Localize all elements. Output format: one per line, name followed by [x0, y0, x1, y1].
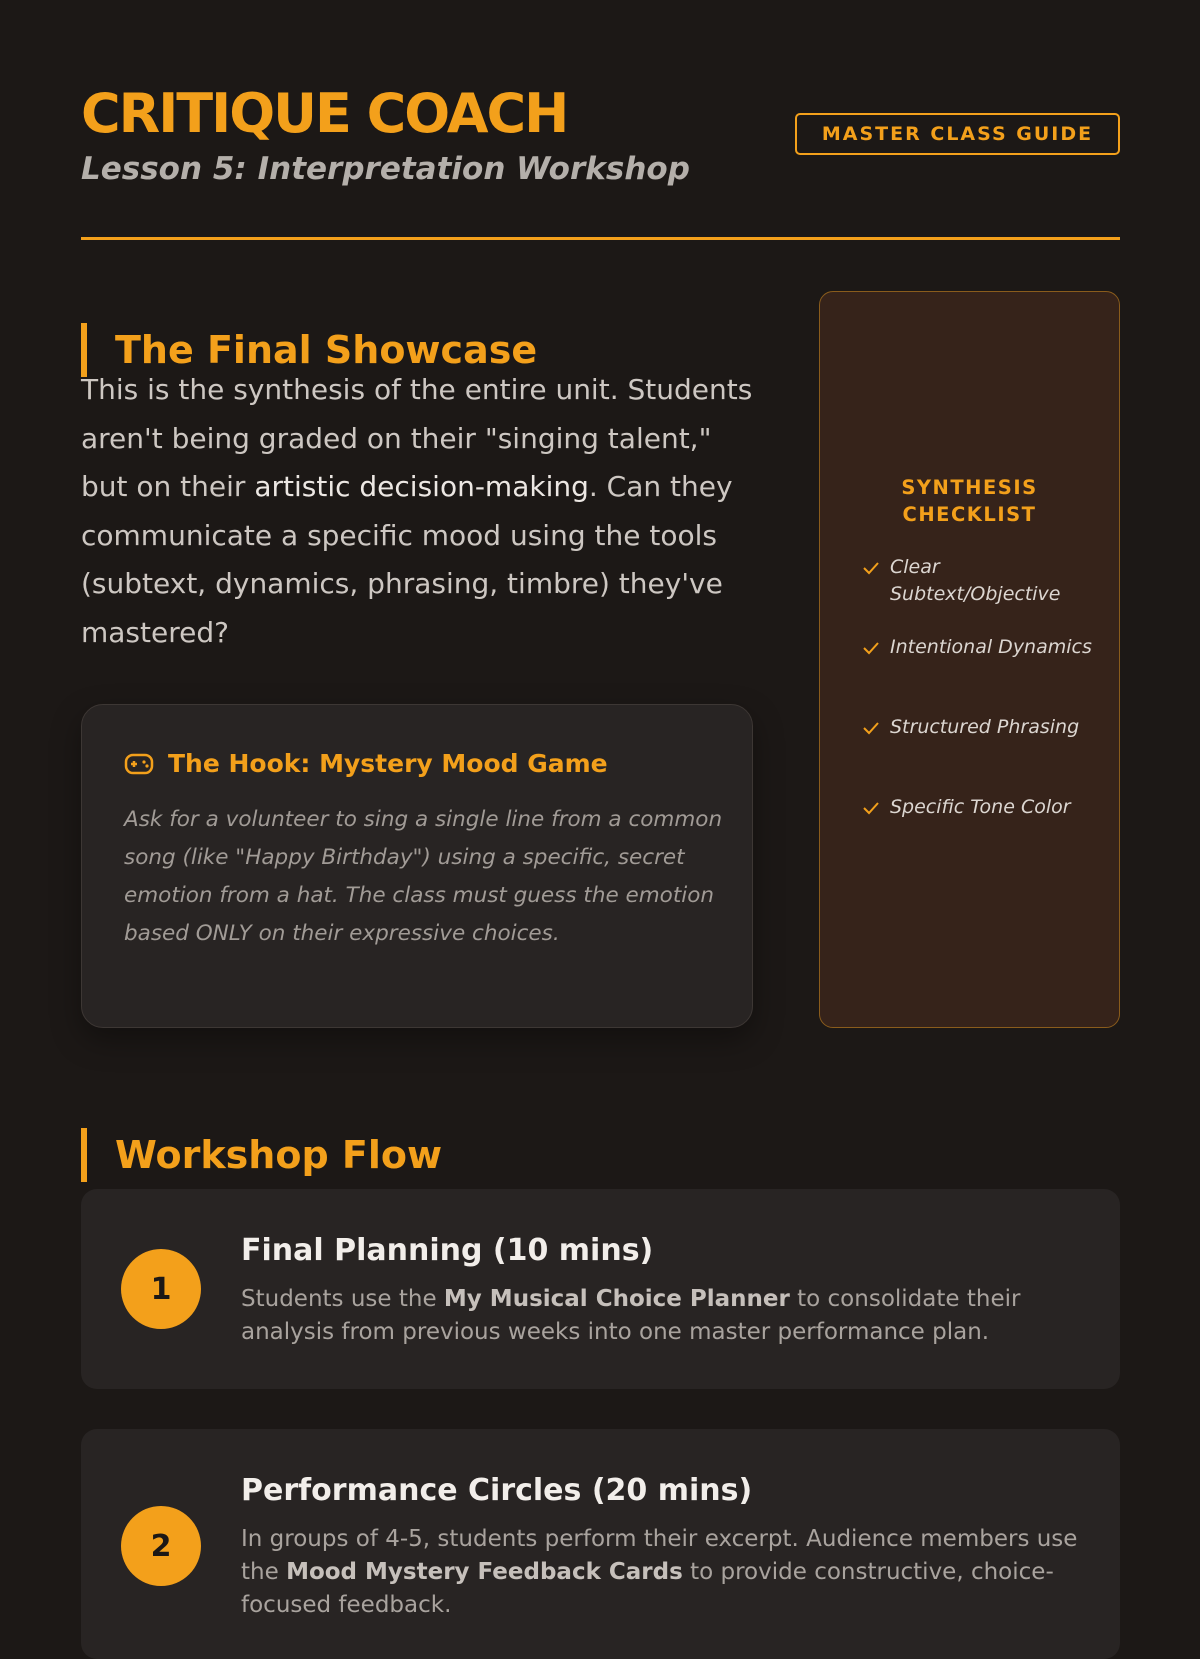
checklist-item-label: Intentional Dynamics: [890, 636, 1092, 658]
check-icon: [862, 634, 890, 659]
showcase-text-part: . Can they communicate a specific mood using the tools (subtext, dynamics, phrasing, timbre) they've mastered?: [81, 470, 733, 649]
checklist-item: [862, 634, 1092, 714]
check-icon: [862, 714, 890, 739]
master-class-guide-button[interactable]: MASTER CLASS GUIDE: [795, 113, 1120, 155]
step-number-badge: 1: [121, 1249, 201, 1329]
step-desc-part: to consolidate their analysis from previous weeks into one master performance plan.: [241, 1286, 1021, 1345]
workshop-step-card: [81, 1189, 1120, 1389]
check-icon: [862, 794, 890, 819]
checklist-item-label: Specific Tone Color: [890, 796, 1071, 818]
step-desc-part: In groups of 4-5, students perform their excerpt. Audience members use the: [241, 1526, 1078, 1585]
checklist-title: [820, 474, 1119, 528]
checklist-title-text: SYNTHESIS CHECKLIST: [901, 476, 1038, 526]
gamepad-icon: [124, 753, 154, 775]
checklist-items: [862, 554, 1092, 874]
step-description: [241, 1523, 1086, 1622]
checklist-item: [862, 794, 1092, 874]
showcase-emphasis: artistic decision-making: [254, 470, 589, 503]
hook-body: Ask for a volunteer to sing a single line from a common song (like "Happy Birthday") using a specific, secret emotion from a hat. The class must guess the emotion based ONLY on their expressive choices.: [124, 807, 723, 946]
step-desc-part: Students use the: [241, 1286, 444, 1312]
checklist-item-label: Clear Subtext/Objective: [890, 556, 1061, 605]
step-resource-name: My Musical Choice Planner: [443, 1286, 790, 1312]
hook-title-row: [124, 749, 608, 778]
lesson-subtitle: Lesson 5: Interpretation Workshop: [81, 151, 690, 187]
brand-title: CRITIQUE COACH: [81, 82, 568, 145]
showcase-text-part: This is the synthesis of the entire unit. Students aren't being graded on their "singing talent," but on their: [81, 373, 753, 503]
page-header: [81, 82, 1120, 240]
step-number-badge: 2: [121, 1506, 201, 1586]
hook-title: The Hook: Mystery Mood Game: [168, 749, 608, 778]
checklist-item-label: Structured Phrasing: [890, 716, 1080, 738]
step-title: Performance Circles (20 mins): [241, 1473, 753, 1508]
check-icon: [862, 554, 890, 579]
hook-card: [81, 704, 753, 1028]
synthesis-checklist-panel: [819, 291, 1120, 1028]
workshop-heading: Workshop Flow: [81, 1128, 442, 1182]
step-desc-part: to provide constructive, choice-focused feedback.: [241, 1559, 1054, 1618]
step-resource-name: Mood Mystery Feedback Cards: [286, 1559, 683, 1585]
checklist-item: [862, 714, 1092, 794]
step-title: Final Planning (10 mins): [241, 1233, 654, 1268]
workshop-step-card: [81, 1429, 1120, 1659]
showcase-heading: The Final Showcase: [81, 323, 537, 377]
checklist-item: [862, 554, 1092, 634]
showcase-description: [81, 366, 761, 657]
step-description: [241, 1283, 1086, 1349]
